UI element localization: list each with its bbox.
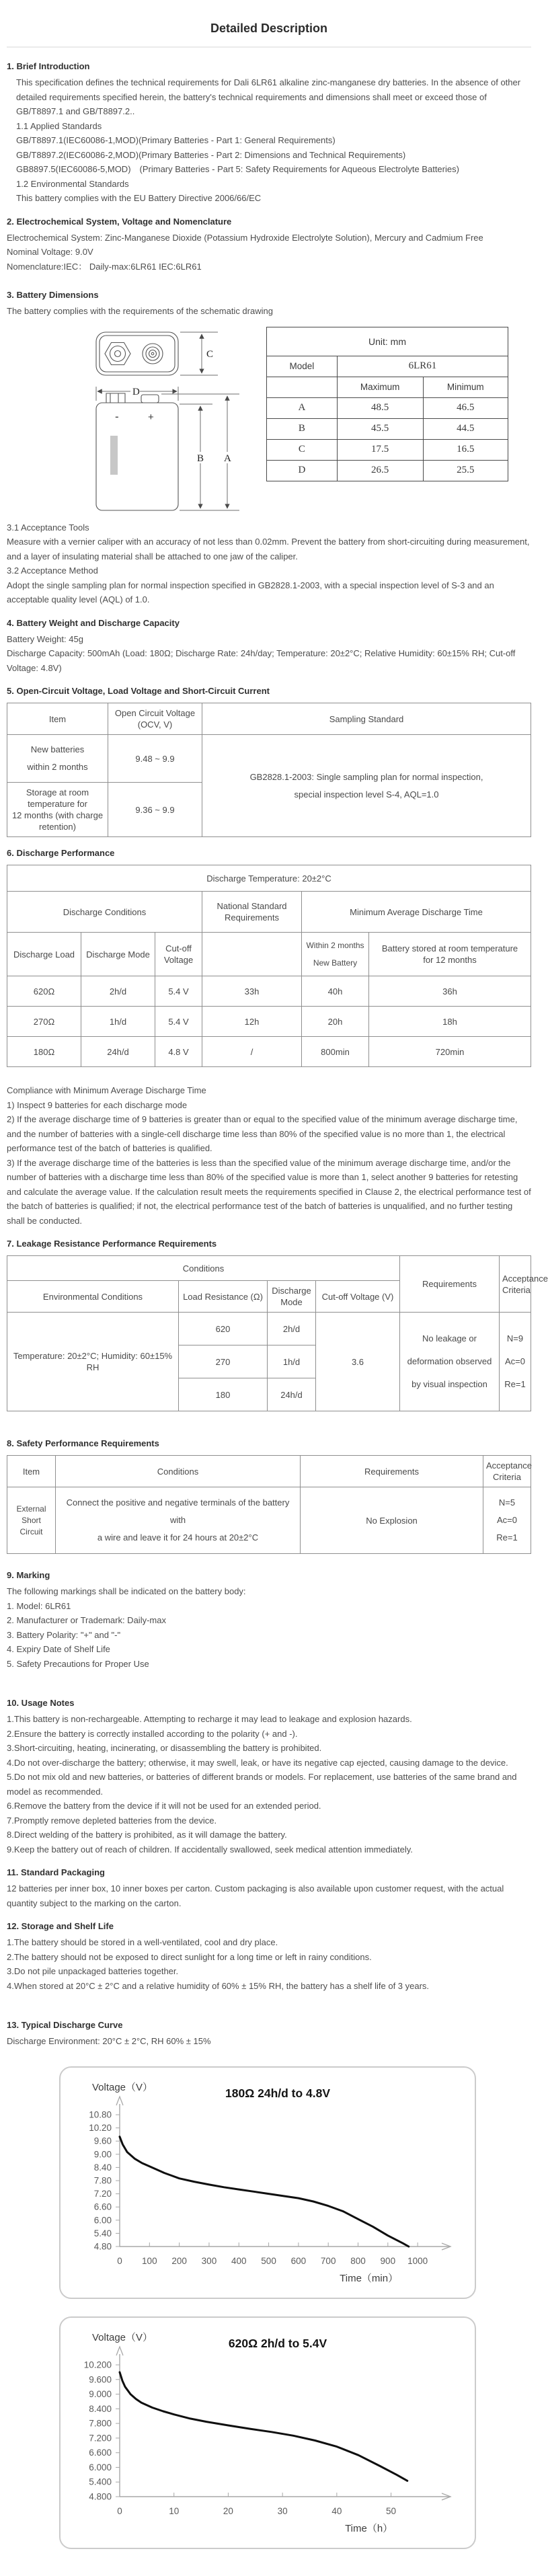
snap-terminal bbox=[106, 393, 125, 403]
paragraph: Electrochemical System: Zinc-Manganese Dioxide (Potassium Hydroxide Electrolyte Solution), Mercury and Cadmium Free bbox=[7, 232, 483, 243]
page-title: Detailed Description bbox=[210, 22, 328, 35]
paragraph: Battery Weight: 45g bbox=[7, 633, 83, 644]
cell: D bbox=[267, 460, 338, 481]
cell-line: by visual inspection bbox=[412, 1379, 487, 1389]
stud-terminal bbox=[141, 395, 159, 403]
cell: 800min bbox=[302, 1037, 369, 1067]
paragraph: Measure with a vernier caliper with an accuracy of not less than 0.02mm. Prevent the battery from short-circuiting during measurement, and a layer of insulating material shall be attached to one jaw of the caliper. bbox=[7, 537, 530, 561]
cell: 180 bbox=[179, 1378, 268, 1411]
section-heading: 2. Electrochemical System, Voltage and Nomenclature bbox=[7, 216, 232, 227]
section-battery-dimensions bbox=[7, 290, 531, 607]
col-header: Cut-off Voltage (V) bbox=[316, 1281, 400, 1313]
col-header: Load Resistance (Ω) bbox=[179, 1281, 268, 1313]
cell-line: Connect the positive and negative terminals of the battery with bbox=[66, 1497, 290, 1525]
cell-line: GB2828.1-2003: Single sampling plan for normal inspection, bbox=[249, 771, 483, 782]
cell: 25.5 bbox=[423, 460, 508, 481]
discharge-chart-180ohm bbox=[61, 2070, 472, 2294]
header-line: (OCV, V) bbox=[137, 719, 173, 730]
cell: 620Ω bbox=[7, 976, 81, 1007]
discharge-chart-620ohm bbox=[61, 2320, 472, 2544]
svg-text:5.40: 5.40 bbox=[93, 2228, 112, 2238]
svg-text:4.800: 4.800 bbox=[89, 2491, 112, 2501]
svg-text:600: 600 bbox=[290, 2255, 307, 2266]
cell-line: Storage at room temperature for bbox=[26, 787, 89, 809]
cell-line: within 2 months bbox=[27, 762, 88, 772]
list-item: 7.Promptly remove depleted batteries from the device. bbox=[7, 1815, 217, 1826]
col-header: Conditions bbox=[56, 1456, 301, 1487]
col-header bbox=[108, 703, 202, 735]
svg-text:100: 100 bbox=[142, 2255, 157, 2266]
cell-line: N=5 bbox=[498, 1497, 516, 1508]
svg-text:10: 10 bbox=[169, 2505, 180, 2516]
dim-d-label: D bbox=[132, 386, 140, 397]
svg-text:6.60: 6.60 bbox=[93, 2201, 112, 2212]
table-row bbox=[7, 1256, 531, 1281]
svg-text:10.200: 10.200 bbox=[83, 2359, 112, 2370]
section-heading: 9. Marking bbox=[7, 1570, 50, 1580]
section-heading: 12. Storage and Shelf Life bbox=[7, 1921, 114, 1931]
model-value: 6LR61 bbox=[337, 356, 508, 377]
cell bbox=[483, 1487, 531, 1554]
paragraph: Nominal Voltage: 9.0V bbox=[7, 247, 93, 257]
min-header: Minimum bbox=[423, 377, 508, 397]
cell-line: No leakage or bbox=[422, 1333, 477, 1343]
paragraph: 12 batteries per inner box, 10 inner boxes per carton. Custom packaging is also available upon customer request, with the actual quantity subject to the marking on the carton. bbox=[7, 1883, 504, 1908]
col-header: Discharge Load bbox=[7, 933, 81, 976]
cell bbox=[56, 1487, 301, 1554]
svg-text:7.200: 7.200 bbox=[89, 2432, 112, 2443]
header-line: Acceptance bbox=[486, 1460, 532, 1471]
table-row bbox=[7, 735, 531, 783]
section-safety bbox=[7, 1438, 531, 1554]
list-item: 1.This battery is non-rechargeable. Attempting to recharge it may lead to leakage and explosion hazards. bbox=[7, 1714, 412, 1724]
max-header: Maximum bbox=[337, 377, 423, 397]
svg-text:7.800: 7.800 bbox=[89, 2418, 112, 2429]
list-item: 6.Remove the battery from the device if it will not be used for an extended period. bbox=[7, 1801, 321, 1811]
header-line: Requirements bbox=[225, 912, 279, 923]
cell: 2h/d bbox=[81, 976, 155, 1007]
standard-line: GB8897.5(IEC60086-5,MOD) (Primary Batteries - Part 5: Safety Requirements for Aqueous Electrolyte Batteries) bbox=[16, 164, 459, 174]
header-line: Battery stored at room temperature bbox=[381, 943, 518, 953]
minus-sign: - bbox=[115, 409, 119, 423]
svg-text:7.80: 7.80 bbox=[93, 2175, 112, 2185]
paragraph: 2) If the average discharge time of 9 batteries is greater than or equal to the specified value of the minimum average discharge time, and the number of batteries with a single-cell discharge time less than 80% of the specified value is no more than 1, the electrical performance test of the batch of batteries is qualified. bbox=[7, 1114, 518, 1153]
svg-text:7.20: 7.20 bbox=[93, 2188, 112, 2199]
safety-table bbox=[7, 1455, 531, 1554]
col-header: Sampling Standard bbox=[202, 703, 531, 735]
cell-line: special inspection level S-4, AQL=1.0 bbox=[294, 789, 439, 799]
cell bbox=[267, 377, 338, 397]
dimension-table bbox=[266, 327, 508, 481]
section-heading: 7. Leakage Resistance Performance Requirements bbox=[7, 1239, 217, 1249]
battery-top-view bbox=[96, 332, 178, 375]
table-row bbox=[7, 703, 531, 735]
paragraph: This specification defines the technical requirements for Dali 6LR61 alkaline zinc-manganese dry batteries. In the absence of other detailed requirements specified herein, the battery's technical requirements and dimensions shall meet or exceed those of GB/T8897.1 and GB/T8897.2.. bbox=[16, 77, 521, 116]
cell: 36h bbox=[369, 976, 531, 1007]
model-label: Model bbox=[267, 356, 338, 377]
svg-text:8.40: 8.40 bbox=[93, 2162, 112, 2173]
section-heading: 11. Standard Packaging bbox=[7, 1867, 105, 1877]
discharge-chart-620ohm-box bbox=[59, 2316, 476, 2549]
svg-text:50: 50 bbox=[386, 2505, 397, 2516]
svg-text:900: 900 bbox=[380, 2255, 396, 2266]
table-row bbox=[267, 356, 508, 377]
svg-text:700: 700 bbox=[320, 2255, 336, 2266]
header-line: Mode bbox=[280, 1297, 303, 1307]
plus-sign: + bbox=[148, 411, 154, 423]
cell: 44.5 bbox=[423, 418, 508, 439]
list-item: 3.Short-circuiting, heating, incinerating, or disassembling the battery is prohibited. bbox=[7, 1743, 322, 1753]
list-item: 3. Battery Polarity: "+" and "-" bbox=[7, 1629, 121, 1640]
section-leakage bbox=[7, 1239, 548, 1411]
col-header: Minimum Average Discharge Time bbox=[302, 892, 531, 933]
table-row bbox=[267, 460, 508, 481]
cell-line: New batteries bbox=[30, 744, 85, 754]
cell-line: Ac=0 bbox=[505, 1356, 525, 1366]
subheading: 3.2 Acceptance Method bbox=[7, 565, 98, 576]
ocv-table bbox=[7, 703, 531, 837]
cell: A bbox=[267, 397, 338, 418]
col-header: Environmental Conditions bbox=[7, 1281, 179, 1313]
svg-text:9.600: 9.600 bbox=[89, 2374, 112, 2384]
cell: 48.5 bbox=[337, 397, 423, 418]
cell bbox=[7, 735, 108, 783]
discharge-table bbox=[7, 865, 531, 1067]
header-line: New Battery bbox=[313, 958, 358, 968]
header-line: Open Circuit Voltage bbox=[114, 708, 196, 718]
section-heading: 4. Battery Weight and Discharge Capacity bbox=[7, 617, 180, 628]
table-row bbox=[7, 1007, 531, 1037]
table-row bbox=[7, 892, 531, 933]
section-usage-notes bbox=[7, 1698, 531, 1857]
cell: 720min bbox=[369, 1037, 531, 1067]
cell: 5.4 V bbox=[155, 976, 202, 1007]
section-marking bbox=[7, 1570, 531, 1671]
table-row bbox=[7, 1313, 531, 1345]
table-row bbox=[7, 976, 531, 1007]
svg-text:620Ω 2h/d to 5.4V: 620Ω 2h/d to 5.4V bbox=[228, 2336, 327, 2350]
paragraph: 1) Inspect 9 batteries for each discharge mode bbox=[7, 1099, 188, 1110]
list-item: 4. Expiry Date of Shelf Life bbox=[7, 1644, 110, 1654]
header-line: Criteria bbox=[493, 1472, 521, 1482]
table-row bbox=[7, 1456, 531, 1487]
svg-text:9.00: 9.00 bbox=[93, 2148, 112, 2159]
list-item: 8.Direct welding of the battery is prohibited, as it will damage the battery. bbox=[7, 1830, 287, 1840]
cell: 17.5 bbox=[337, 439, 423, 460]
cell: 5.4 V bbox=[155, 1007, 202, 1037]
list-item: 2.Ensure the battery is correctly installed according to the polarity (+ and -). bbox=[7, 1728, 298, 1739]
paragraph: Adopt the single sampling plan for normal inspection specified in GB2828.1-2003, with a special inspection level of S-3 and an acceptable quality level (AQL) of 1.0. bbox=[7, 580, 494, 604]
cell-line: External bbox=[16, 1504, 46, 1514]
cell bbox=[7, 1487, 56, 1554]
cell bbox=[202, 933, 302, 976]
list-item: 5.Do not mix old and new batteries, or batteries of different brands or models. For replacement, use batteries of the same brand and model as recommended. bbox=[7, 1772, 517, 1797]
table-row bbox=[267, 327, 508, 356]
battery-front-view bbox=[96, 393, 178, 510]
svg-text:9.000: 9.000 bbox=[89, 2388, 112, 2399]
svg-text:400: 400 bbox=[231, 2255, 247, 2266]
svg-text:Time（min）: Time（min） bbox=[340, 2272, 399, 2284]
cell-line: deformation observed bbox=[407, 1356, 492, 1366]
col-header bbox=[302, 933, 369, 976]
col-header: Discharge Mode bbox=[81, 933, 155, 976]
standard-line: GB/T8897.1(IEC60086-1,MOD)(Primary Batteries - Part 1: General Requirements) bbox=[16, 135, 336, 145]
col-header: Requirements bbox=[400, 1256, 500, 1313]
svg-text:180Ω 24h/d to 4.8V: 180Ω 24h/d to 4.8V bbox=[225, 2086, 331, 2100]
battery-schematic bbox=[86, 327, 247, 516]
subheading: 3.1 Acceptance Tools bbox=[7, 522, 89, 533]
header-line: Voltage bbox=[163, 955, 194, 965]
cell: 18h bbox=[369, 1007, 531, 1037]
cell: / bbox=[202, 1037, 302, 1067]
cell-line: 12 months (with charge retention) bbox=[11, 810, 104, 832]
cell: Temperature: 20±2°C; Humidity: 60±15% RH bbox=[7, 1313, 179, 1411]
cell: 46.5 bbox=[423, 397, 508, 418]
col-header bbox=[500, 1256, 548, 1313]
cell: 20h bbox=[302, 1007, 369, 1037]
cell: 45.5 bbox=[337, 418, 423, 439]
standard-line: GB/T8897.2(IEC60086-2,MOD)(Primary Batteries - Part 2: Dimensions and Technical Requirements) bbox=[16, 149, 406, 160]
section-heading: 13. Typical Discharge Curve bbox=[7, 2020, 123, 2030]
col-header: Conditions bbox=[7, 1256, 400, 1281]
label-bar bbox=[110, 436, 118, 475]
cell: 24h/d bbox=[81, 1037, 155, 1067]
svg-text:0: 0 bbox=[117, 2505, 122, 2516]
section-storage bbox=[7, 1921, 531, 1993]
header-line: Discharge bbox=[272, 1286, 311, 1296]
svg-text:8.400: 8.400 bbox=[89, 2403, 112, 2414]
cell-line: Ac=0 bbox=[497, 1515, 517, 1525]
svg-text:800: 800 bbox=[350, 2255, 366, 2266]
cell bbox=[400, 1313, 500, 1411]
paragraph: Nomenclature:IEC： Daily-max:6LR61 IEC:6LR61 bbox=[7, 261, 202, 272]
svg-text:10.20: 10.20 bbox=[89, 2122, 112, 2133]
svg-text:30: 30 bbox=[277, 2505, 288, 2516]
list-item: 5. Safety Precautions for Proper Use bbox=[7, 1658, 149, 1669]
svg-text:9.60: 9.60 bbox=[93, 2136, 112, 2146]
paragraph: Discharge Capacity: 500mAh (Load: 180Ω; Discharge Rate: 24h/day; Temperature: 20±2°C; Relative Humidity: 60±15% RH; Cut-off Voltage: 4.8V) bbox=[7, 648, 516, 673]
list-item: 9.Keep the battery out of reach of children. If accidentally swallowed, seek medical attention immediately. bbox=[7, 1844, 413, 1855]
svg-text:6.00: 6.00 bbox=[93, 2214, 112, 2225]
list-item: 1. Model: 6LR61 bbox=[7, 1600, 71, 1611]
list-item: 3.Do not pile unpackaged batteries together. bbox=[7, 1966, 179, 1976]
cell: 9.48 ~ 9.9 bbox=[108, 735, 202, 783]
cell: 2h/d bbox=[268, 1313, 316, 1345]
dimension-figure-row bbox=[86, 327, 531, 516]
list-item: 2.The battery should not be exposed to direct sunlight for a long time or left in rainy conditions. bbox=[7, 1951, 372, 1962]
cell: 180Ω bbox=[7, 1037, 81, 1067]
table-row bbox=[267, 397, 508, 418]
cell: 620 bbox=[179, 1313, 268, 1345]
svg-text:300: 300 bbox=[201, 2255, 217, 2266]
col-header: Requirements bbox=[301, 1456, 483, 1487]
svg-text:Time（h）: Time（h） bbox=[345, 2522, 393, 2534]
svg-text:6.600: 6.600 bbox=[89, 2447, 112, 2458]
compliance-notes bbox=[7, 1083, 531, 1228]
table-row bbox=[7, 1037, 531, 1067]
spec-document bbox=[0, 22, 548, 2576]
cell-line: Short Circuit bbox=[19, 1515, 43, 1536]
section-ocv bbox=[7, 686, 531, 837]
cell: 3.6 bbox=[316, 1313, 400, 1411]
cell: 1h/d bbox=[268, 1345, 316, 1378]
section-discharge-performance bbox=[7, 848, 531, 1228]
col-header bbox=[268, 1281, 316, 1313]
list-item: 4.Do not over-discharge the battery; otherwise, it may swell, leak, or have its negative cap ejected, causing damage to the device. bbox=[7, 1757, 508, 1768]
col-header: Discharge Conditions bbox=[7, 892, 202, 933]
cell: 40h bbox=[302, 976, 369, 1007]
cell bbox=[7, 783, 108, 837]
subheading: 1.1 Applied Standards bbox=[16, 120, 102, 131]
cell-line: Re=1 bbox=[496, 1532, 518, 1543]
section-heading: 8. Safety Performance Requirements bbox=[7, 1438, 159, 1448]
svg-text:Voltage（V）: Voltage（V） bbox=[91, 2081, 153, 2093]
leakage-table bbox=[7, 1255, 548, 1411]
cell: 26.5 bbox=[337, 460, 423, 481]
col-header: Item bbox=[7, 1456, 56, 1487]
svg-text:20: 20 bbox=[223, 2505, 233, 2516]
col-header: Item bbox=[7, 703, 108, 735]
header-line: Criteria bbox=[502, 1284, 531, 1295]
section-electrochemical bbox=[7, 217, 531, 274]
paragraph: The following markings shall be indicated on the battery body: bbox=[7, 1586, 246, 1596]
header-line: National Standard bbox=[217, 901, 287, 911]
section-heading: 10. Usage Notes bbox=[7, 1698, 75, 1708]
section-packaging bbox=[7, 1867, 531, 1910]
dim-b-label: B bbox=[197, 453, 204, 464]
svg-text:500: 500 bbox=[261, 2255, 276, 2266]
cell: C bbox=[267, 439, 338, 460]
col-header bbox=[155, 933, 202, 976]
subheading: 1.2 Environmental Standards bbox=[16, 178, 129, 189]
svg-text:1000: 1000 bbox=[407, 2255, 428, 2266]
col-header bbox=[483, 1456, 531, 1487]
section-weight-capacity bbox=[7, 618, 531, 676]
table-row bbox=[7, 933, 531, 976]
cell: 24h/d bbox=[268, 1378, 316, 1411]
svg-text:4.80: 4.80 bbox=[93, 2241, 112, 2251]
list-item: 1.The battery should be stored in a well-ventilated, cool and dry place. bbox=[7, 1937, 278, 1947]
cell: 33h bbox=[202, 976, 302, 1007]
paragraph: Discharge Environment: 20°C ± 2°C, RH 60% ± 15% bbox=[7, 2036, 211, 2046]
section-brief-introduction bbox=[7, 61, 531, 206]
col-header bbox=[202, 892, 302, 933]
list-item: 2. Manufacturer or Trademark: Daily-max bbox=[7, 1615, 166, 1625]
cell-line: Re=1 bbox=[504, 1379, 526, 1389]
list-item: 4.When stored at 20°C ± 2°C and a relative humidity of 60% ± 15% RH, the battery has a shelf life of 3 years. bbox=[7, 1980, 430, 1991]
paragraph: 3) If the average discharge time of the batteries is less than the specified value of the minimum average discharge time, and/or the number of batteries with a discharge time less than 80% of the specified value is more than 1, select another 9 batteries for retesting and calculate the average value. If the calculation result meets the requirements specified in Clause 2, the electrical performance test of the batch of batteries is qualified; if not, the electrical performance test of the batch of batteries is unqualified, and no further testing shall be conducted. bbox=[7, 1157, 531, 1226]
svg-text:5.400: 5.400 bbox=[89, 2476, 112, 2487]
cell bbox=[202, 735, 531, 837]
cell: 16.5 bbox=[423, 439, 508, 460]
paragraph: The battery complies with the requirements of the schematic drawing bbox=[7, 306, 273, 316]
section-discharge-curve bbox=[7, 2020, 531, 2549]
unit-header: Unit: mm bbox=[267, 327, 508, 356]
svg-text:Voltage（V）: Voltage（V） bbox=[91, 2331, 153, 2343]
col-header bbox=[369, 933, 531, 976]
title-divider bbox=[7, 46, 531, 48]
cell: 1h/d bbox=[81, 1007, 155, 1037]
cell: 9.36 ~ 9.9 bbox=[108, 783, 202, 837]
cell: 270Ω bbox=[7, 1007, 81, 1037]
table-row bbox=[267, 418, 508, 439]
svg-text:40: 40 bbox=[331, 2505, 342, 2516]
section-heading: 5. Open-Circuit Voltage, Load Voltage and Short-Circuit Current bbox=[7, 686, 270, 696]
paragraph: Compliance with Minimum Average Discharge Time bbox=[7, 1085, 206, 1095]
cell: No Explosion bbox=[301, 1487, 483, 1554]
cell bbox=[500, 1313, 531, 1411]
table-row bbox=[267, 377, 508, 397]
discharge-chart-180ohm-box bbox=[59, 2066, 476, 2299]
cell-line: a wire and leave it for 24 hours at 20±2°C bbox=[97, 1532, 259, 1543]
table-row bbox=[267, 439, 508, 460]
paragraph: This battery complies with the EU Battery Directive 2006/66/EC bbox=[16, 193, 262, 203]
cell: 4.8 V bbox=[155, 1037, 202, 1067]
section-heading: 3. Battery Dimensions bbox=[7, 290, 99, 300]
table-row bbox=[7, 865, 531, 892]
svg-text:200: 200 bbox=[171, 2255, 187, 2266]
dim-a-label: A bbox=[224, 453, 231, 464]
cell-line: N=9 bbox=[506, 1333, 524, 1343]
table-row bbox=[7, 1487, 531, 1554]
header-line: Acceptance bbox=[502, 1273, 548, 1284]
svg-text:10.80: 10.80 bbox=[89, 2109, 112, 2119]
dim-c-label: C bbox=[206, 348, 214, 360]
cell: B bbox=[267, 418, 338, 439]
header-line: Within 2 months bbox=[306, 941, 364, 950]
header-line: Cut-off bbox=[165, 943, 192, 953]
section-heading: 6. Discharge Performance bbox=[7, 848, 115, 858]
header-line: for 12 months bbox=[423, 955, 477, 965]
section-heading: 1. Brief Introduction bbox=[7, 61, 90, 71]
cell: 12h bbox=[202, 1007, 302, 1037]
svg-text:6.000: 6.000 bbox=[89, 2462, 112, 2472]
temp-header: Discharge Temperature: 20±2°C bbox=[7, 865, 531, 892]
svg-text:0: 0 bbox=[117, 2255, 122, 2266]
cell: 270 bbox=[179, 1345, 268, 1378]
